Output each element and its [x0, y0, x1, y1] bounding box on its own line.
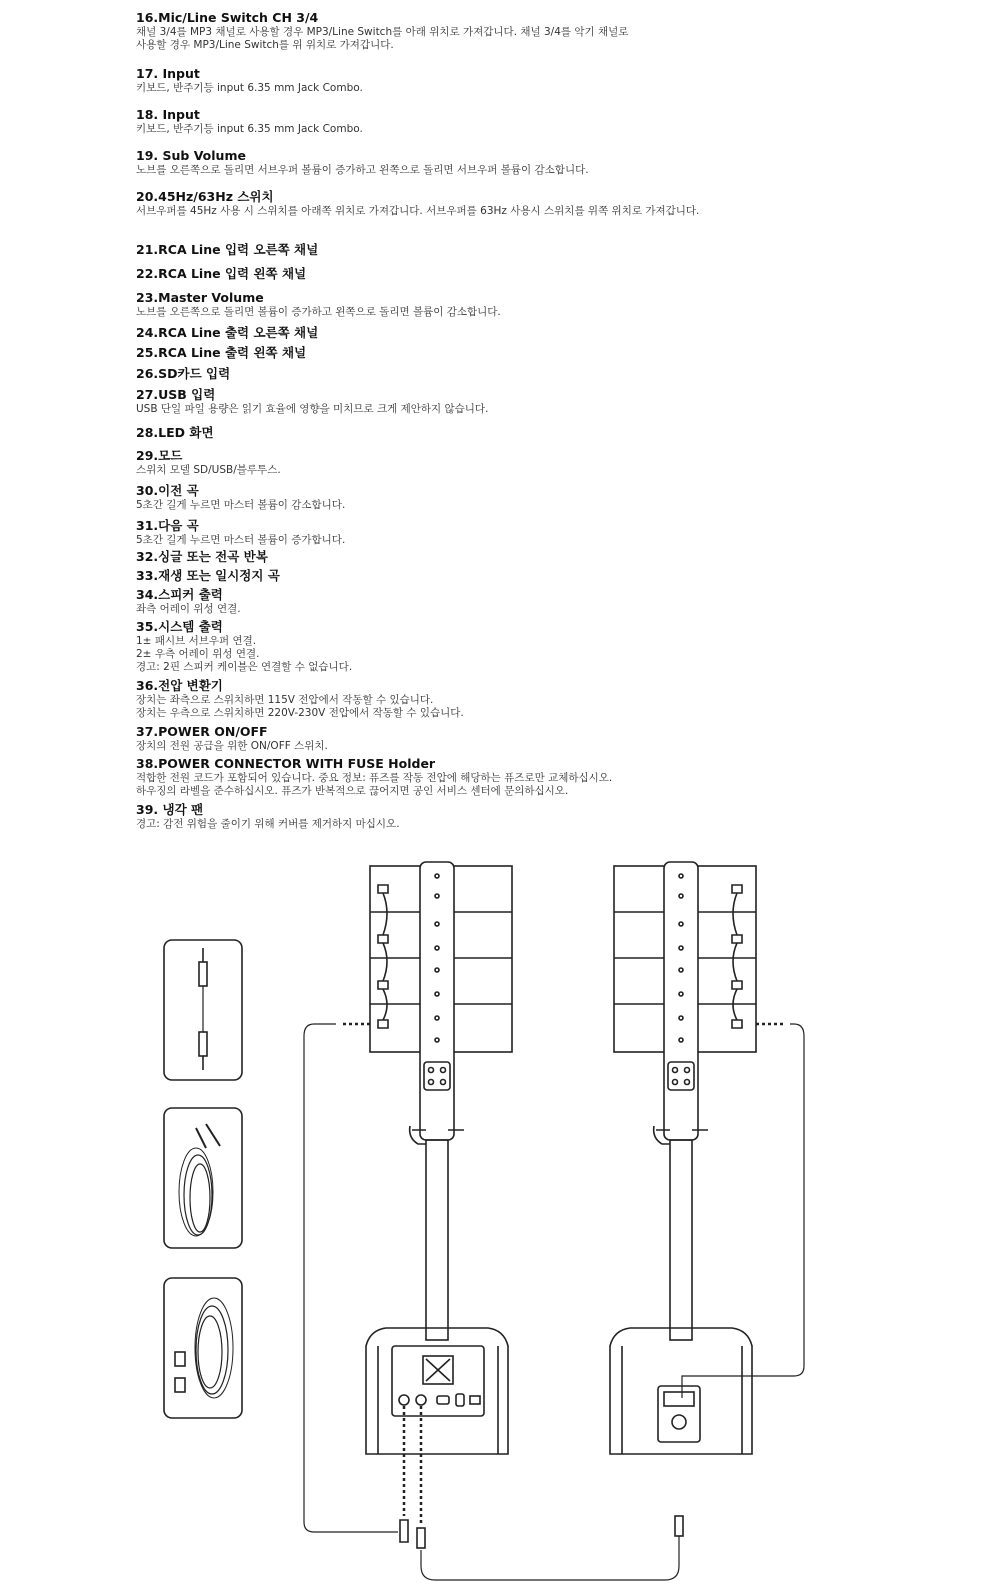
item-title: 22.RCA Line 입력 왼쪽 채널	[136, 266, 307, 281]
manual-item	[136, 387, 976, 416]
manual-item	[136, 483, 976, 512]
jack-cable-accessory	[164, 940, 242, 1080]
item-title: 37.POWER ON/OFF	[136, 724, 268, 739]
item-description: 스위치 모델 SD/USB/블루투스.	[136, 464, 281, 476]
manual-item	[136, 66, 976, 95]
item-title: 27.USB 입력	[136, 387, 216, 402]
item-title: 30.이전 곡	[136, 483, 199, 498]
item-description: 장치는 좌측으로 스위치하면 115V 전압에서 작동할 수 있습니다. 장치는 우측으로 스위치하면 220V-230V 전압에서 작동할 수 있습니다.	[136, 694, 464, 719]
item-title: 23.Master Volume	[136, 290, 264, 305]
item-title: 34.스피커 출력	[136, 587, 223, 602]
speaker-cable-accessory	[164, 1278, 242, 1418]
manual-item	[136, 549, 976, 565]
manual-item	[136, 290, 976, 319]
item-description: 키보드, 반주기등 input 6.35 mm Jack Combo.	[136, 123, 363, 135]
left-stand-pole	[410, 1126, 464, 1340]
manual-item	[136, 724, 976, 753]
item-description: 장치의 전원 공급을 위한 ON/OFF 스위치.	[136, 740, 328, 752]
item-title: 28.LED 화면	[136, 425, 214, 440]
item-description: 경고: 감전 위험을 줄이기 위해 커버를 제거하지 마십시오.	[136, 818, 400, 830]
item-description: 적합한 전원 코드가 포함되어 있습니다. 중요 정보: 퓨즈를 작동 전압에 해당하는 퓨즈로만 교체하십시오. 하우징의 라벨을 준수하십시오. 퓨즈가 반복적으로 끊어지면 공인 서비스 센터에 문의하십시오.	[136, 772, 613, 797]
item-description: USB 단일 파일 용량은 읽기 효율에 영향을 미치므로 크게 제안하지 않습니다.	[136, 403, 489, 415]
item-description: 노브를 오른쪽으로 돌리면 볼륨이 증가하고 왼쪽으로 돌리면 볼륨이 감소합니다.	[136, 306, 501, 318]
right-subwoofer	[610, 1328, 752, 1454]
manual-item-list	[136, 10, 976, 831]
manual-item	[136, 345, 976, 361]
manual-item	[136, 619, 976, 674]
manual-item	[136, 148, 976, 177]
item-title: 36.전압 변환기	[136, 678, 223, 693]
item-title: 26.SD카드 입력	[136, 366, 231, 381]
item-title: 20.45Hz/63Hz 스위치	[136, 189, 274, 204]
right-angle-jack-cable-accessory	[164, 1108, 242, 1248]
item-title: 31.다음 곡	[136, 518, 199, 533]
item-description: 서브우퍼를 45Hz 사용 시 스위치를 아래쪽 위치로 가져갑니다. 서브우퍼를 63Hz 사용시 스위치를 위쪽 위치로 가져갑니다.	[136, 205, 700, 217]
manual-item	[136, 518, 976, 547]
connection-cables	[304, 1024, 804, 1580]
manual-item	[136, 678, 976, 720]
item-title: 25.RCA Line 출력 왼쪽 채널	[136, 345, 307, 360]
manual-item	[136, 568, 976, 584]
item-description: 5초간 길게 누르면 마스터 볼륨이 증가합니다.	[136, 534, 346, 546]
manual-item	[136, 756, 976, 798]
item-description: 좌측 어레이 위성 연결.	[136, 603, 241, 615]
manual-item	[136, 266, 976, 282]
item-title: 24.RCA Line 출력 오른쪽 채널	[136, 325, 319, 340]
item-title: 21.RCA Line 입력 오른쪽 채널	[136, 242, 319, 257]
manual-item	[136, 802, 976, 831]
item-title: 29.모드	[136, 448, 183, 463]
item-title: 19. Sub Volume	[136, 148, 246, 163]
item-title: 33.재생 또는 일시정지 곡	[136, 568, 280, 583]
item-title: 18. Input	[136, 107, 200, 122]
manual-item	[136, 448, 976, 477]
item-title: 32.싱글 또는 전곡 반복	[136, 549, 268, 564]
item-title: 17. Input	[136, 66, 200, 81]
item-description: 1± 패시브 서브우퍼 연결. 2± 우측 어레이 위성 연결. 경고: 2핀 스피커 케이블은 연결할 수 없습니다.	[136, 635, 353, 673]
manual-item	[136, 10, 976, 52]
item-description: 5초간 길게 누르면 마스터 볼륨이 감소합니다.	[136, 499, 346, 511]
left-subwoofer	[366, 1328, 508, 1454]
item-title: 38.POWER CONNECTOR WITH FUSE Holder	[136, 756, 436, 771]
connection-diagram	[0, 855, 1000, 1596]
right-stand-pole	[654, 1126, 708, 1340]
item-title: 16.Mic/Line Switch CH 3/4	[136, 10, 319, 25]
manual-item	[136, 242, 976, 258]
right-array-speaker	[614, 862, 756, 1140]
manual-item	[136, 366, 976, 382]
item-description: 키보드, 반주기등 input 6.35 mm Jack Combo.	[136, 82, 363, 94]
manual-item	[136, 107, 976, 136]
item-description: 노브를 오른쪽으로 돌리면 서브우퍼 볼륨이 증가하고 왼쪽으로 돌리면 서브우퍼 볼륨이 감소합니다.	[136, 164, 589, 176]
left-array-speaker	[370, 862, 512, 1140]
manual-item	[136, 325, 976, 341]
item-title: 39. 냉각 팬	[136, 802, 204, 817]
manual-item	[136, 189, 976, 218]
item-title: 35.시스템 출력	[136, 619, 223, 634]
manual-item	[136, 587, 976, 616]
item-description: 채널 3/4를 MP3 채널로 사용할 경우 MP3/Line Switch를 아래 위치로 가져갑니다. 채널 3/4를 악기 채널로 사용할 경우 MP3/Line Switch를 위 위치로 가져갑니다.	[136, 26, 629, 51]
manual-item	[136, 425, 976, 441]
